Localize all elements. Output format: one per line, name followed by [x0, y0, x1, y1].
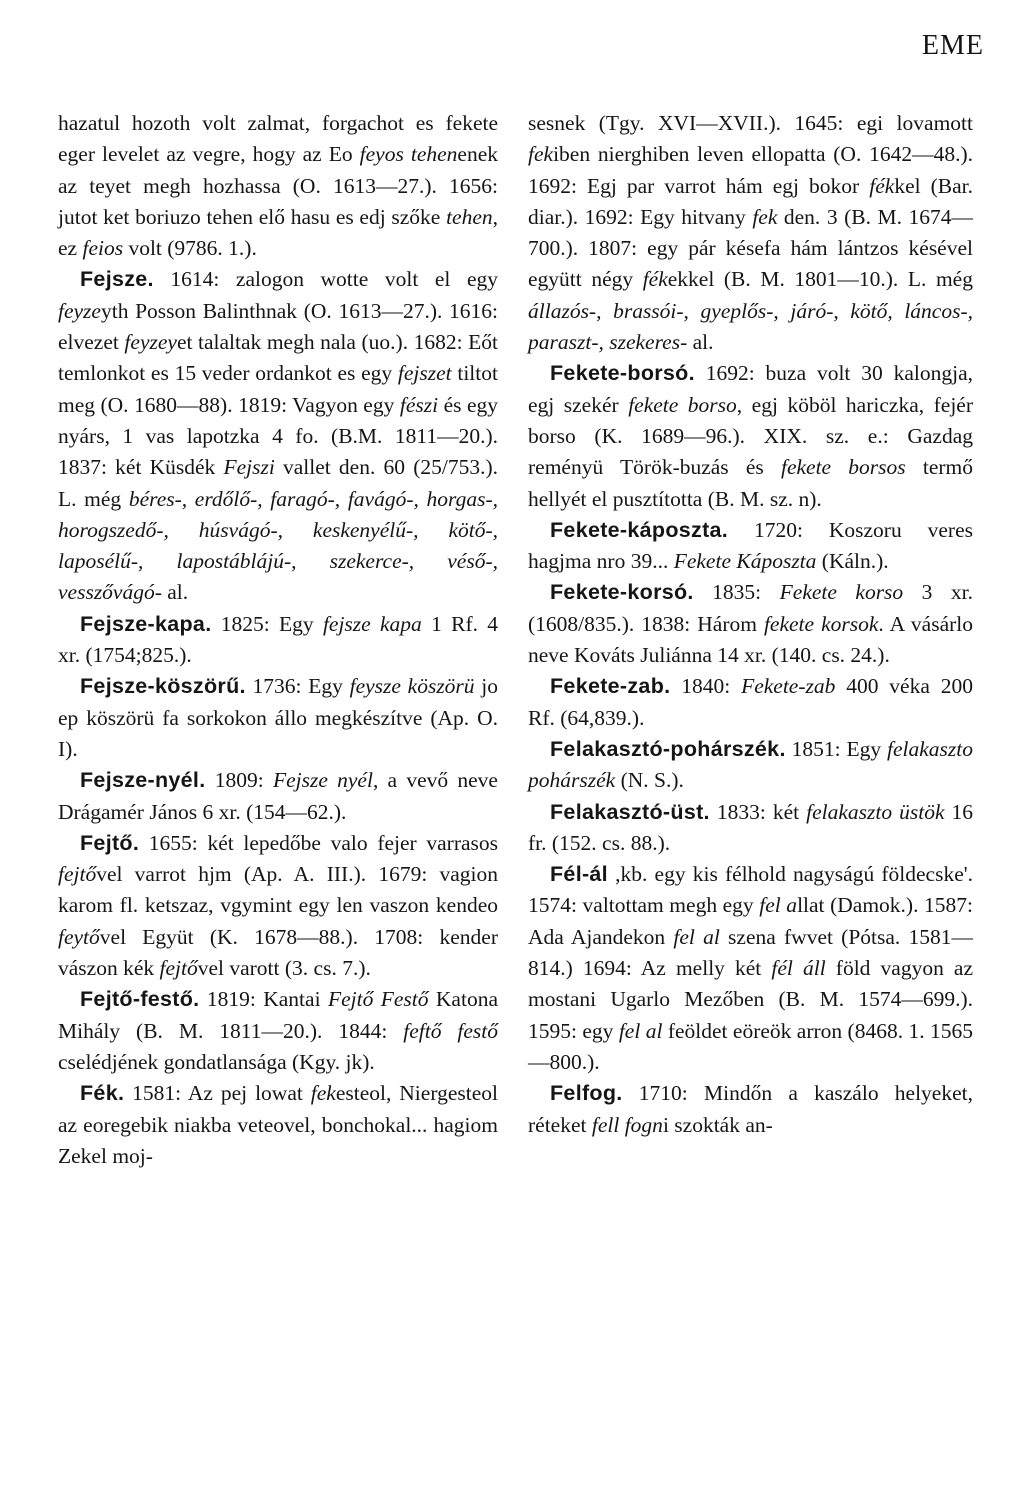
entry-fejto	[58, 828, 498, 984]
headword: Fekete-káposzta.	[550, 517, 729, 542]
italic-form: fék	[642, 267, 668, 292]
headword: Fék.	[80, 1081, 125, 1106]
italic-form: fekete korsok	[763, 611, 879, 636]
entry-text: yth Posson Balinthnak (O. 1613—27.). 1616: elvezet	[58, 298, 498, 355]
right-column	[528, 108, 973, 1141]
running-head: EME	[921, 30, 984, 61]
entry-fekete-kaposzta	[528, 515, 973, 578]
entry-text: esteol, Niergesteol az eoregebik niakba veteovel, bonchokal... hagiom Zekel moj-	[58, 1081, 498, 1168]
entry-text: den. 3 (B. M. 1674—700.). 1807: egy pár késefa hám lántzos késével együtt négy	[528, 204, 973, 292]
italic-form: fel al	[618, 1018, 663, 1043]
entry-text: feöldet eöreök arron (8468. 1. 1565—800.).	[528, 1018, 973, 1074]
entry-text: , a vevő neve Drágamér János 6 xr. (154—62.).	[58, 768, 498, 824]
entry-text: vallet den. 60 (25/753.). L. még	[58, 455, 498, 511]
entry-text: termő hellyét el pusztította (B. M. sz. n).	[528, 455, 973, 511]
italic-form: Fekete korso	[779, 580, 904, 605]
italic-form: feftő festő	[403, 1018, 498, 1043]
entry-text: 1819: Kantai	[199, 987, 328, 1012]
headword: Fejsze-kapa.	[80, 611, 212, 636]
entry-fejsze-koszoru	[58, 671, 498, 765]
italic-form: Fekete Káposzta	[673, 549, 817, 574]
entry-text: i szokták an-	[662, 1112, 773, 1137]
entry-fel-al	[528, 859, 973, 1078]
headword: Fejsze-köszörű.	[80, 674, 246, 699]
entry-text: ekkel (B. M. 1801—10.). L. még	[667, 267, 973, 292]
entry-text: vel Együt (K. 1678—88.). 1708: kender vászon kék	[58, 924, 498, 981]
italic-form: fészi	[399, 392, 439, 417]
entry-text: cselédjének gondatlansága (Kgy. jk).	[58, 1049, 375, 1074]
italic-form: Fejsze nyél	[272, 768, 373, 793]
italic-form: feyze	[58, 298, 101, 323]
entry-fejto-festo	[58, 984, 498, 1078]
headword: Fejsze.	[80, 267, 154, 292]
italic-form: Fekete-zab	[741, 674, 836, 699]
entry-text: enek az teyet megh hozhassa (O. 1613—27.). 1656: jutot ket boriuzo tehen elő hasu es edj szőke	[58, 142, 498, 229]
entry-text: 1614: zalogon wotte volt el egy	[153, 267, 498, 292]
italic-form: fek	[752, 204, 778, 229]
entry-fejsze-nyel	[58, 765, 498, 828]
headword: Fejsze-nyél.	[80, 768, 206, 793]
entry-text: vel varott (3. cs. 7.).	[197, 956, 371, 981]
entry-felakaszto-poharszek	[528, 734, 973, 797]
headword: Fejtő.	[80, 830, 140, 855]
entry-fekete-borso	[528, 358, 973, 514]
entry-text: 1720: Koszoru veres hagjma nro 39...	[528, 517, 973, 574]
entry-text: 1825: Egy	[211, 611, 323, 636]
headword: Felakasztó-üst.	[550, 799, 710, 824]
entry-text: 16 fr. (152. cs. 88.).	[528, 799, 974, 855]
entry-text: al.	[687, 330, 714, 355]
italic-form: feyos tehen	[359, 142, 458, 167]
entry-text: 1851: Egy	[785, 736, 887, 761]
italic-form: fek	[310, 1081, 336, 1106]
entry-text: iben nierghiben leven ellopatta (O. 1642—48.). 1692: Egj par varrot hám egj bokor	[528, 142, 973, 198]
entry-text: 1809:	[205, 768, 273, 793]
entry-text: jo ep köszörü fa sorkokon állo megkészítve (Ap. O. I).	[58, 674, 499, 761]
italic-form: béres-, erdőlő-, faragó-, favágó-, horgas-, horogszedő-, húsvágó-, keskenyélű-, kötő-, laposélű-, lapostáblájú-, szekerce-, véső-, vesszővágó-	[58, 486, 498, 605]
entry-text: sesnek (Tgy. XVI—XVII.). 1645: egi lovamott	[528, 111, 973, 135]
headword: Fél-ál	[550, 862, 608, 887]
entry-text: vel varrot hjm (Ap. A. III.). 1679: vagion karom fl. ketszaz, vgymint egy len vaszon kendeo	[58, 862, 498, 918]
italic-form: fék	[869, 173, 895, 198]
italic-form: feyzey	[124, 330, 177, 355]
entry-text: 1 Rf. 4 xr. (1754;825.).	[58, 611, 499, 668]
entry-text: (Káln.).	[816, 549, 889, 574]
italic-form: felakaszto üstök	[806, 799, 945, 824]
entry-text: volt (9786. 1.).	[123, 236, 257, 261]
entry-fejsze	[58, 264, 498, 608]
entry-text: 1835:	[693, 580, 780, 605]
italic-form: fél áll	[771, 956, 826, 981]
entry-felakaszto-ust	[528, 797, 973, 860]
entry-cont2	[528, 108, 973, 358]
entry-text: llat (Damok.). 1587: Ada Ajandekon	[528, 893, 973, 949]
headword: Fekete-borsó.	[550, 361, 695, 386]
entry-text: Katona Mihály (B. M. 1811—20.). 1844:	[58, 987, 498, 1043]
italic-form: fejtő	[58, 862, 97, 887]
headword: Fejtő-festő.	[80, 987, 200, 1012]
entry-text: al.	[161, 580, 189, 605]
entry-felfog	[528, 1078, 973, 1141]
italic-form: Fejtő Festő	[327, 987, 429, 1012]
italic-form: tehen	[446, 204, 493, 229]
headword: Felakasztó-pohárszék.	[550, 736, 786, 761]
italic-form: fekete borsos	[780, 455, 906, 480]
italic-form: Fejszi	[223, 455, 275, 480]
entry-text: , egj köböl hariczka, fejér borso (K. 1689—96.). XIX. sz. e.: Gazdag reményü Török-buzás és	[528, 392, 973, 480]
entry-text: föld vagyon az mostani Ugarlo Mezőben (B. M. 1574—699.). 1595: egy	[528, 956, 974, 1043]
italic-form: feios	[82, 236, 124, 261]
entry-text: 1736: Egy	[245, 674, 350, 699]
entry-text: hazatul hozoth volt zalmat, forgachot es fekete eger levelet az vegre, hogy az Eo	[58, 111, 498, 167]
entry-fekete-zab	[528, 671, 973, 734]
entry-text: 400 véka 200 Rf. (64,839.).	[528, 674, 973, 730]
italic-form: feysze köszörü	[349, 674, 475, 699]
italic-form: fejsze kapa	[322, 611, 422, 636]
italic-form: fel al	[673, 924, 720, 949]
entry-text: 3 xr. (1608/835.). 1838: Három	[528, 580, 973, 636]
entry-text: 1840:	[670, 674, 742, 699]
entry-cont	[58, 108, 498, 264]
entry-text: 1692: buza volt 30 kalongja, egj szekér	[528, 361, 973, 417]
entry-text: 1710: Mindőn a kaszálo helyeket, réteket	[528, 1081, 973, 1137]
entry-text: . A vásárlo neve Kováts Juliánna 14 xr. (140. cs. 24.).	[528, 611, 973, 668]
italic-form: állazós-, brassói-, gyeplős-, járó-, kötő, láncos-, paraszt-, szekeres-	[528, 298, 973, 355]
italic-form: felakaszto pohárszék	[528, 736, 973, 793]
italic-form: fejszet	[397, 361, 452, 386]
italic-form: fek	[528, 142, 554, 167]
entry-text: tiltot meg (O. 1680—88). 1819: Vagyon egy	[58, 361, 498, 417]
entry-text: et talaltak megh nala (uo.). 1682: Eőt temlonkot es 15 veder ordankot es egy	[58, 330, 498, 386]
entry-text: 1833: két	[709, 799, 807, 824]
entry-text: 1655: két lepedőbe valo fejer varrasos	[139, 830, 498, 855]
italic-form: fejtő	[159, 956, 198, 981]
italic-form: fell fogn	[591, 1112, 663, 1137]
entry-fekete-korso	[528, 577, 973, 671]
headword: Fekete-korsó.	[550, 580, 694, 605]
entry-fejsze-kapa	[58, 609, 498, 672]
italic-form: fel a	[759, 893, 798, 918]
entry-text: (N. S.).	[615, 768, 684, 793]
entry-text: kel (Bar. diar.). 1692: Egy hitvany	[528, 173, 973, 229]
headword: Felfog.	[550, 1081, 623, 1106]
entry-text: , ez	[58, 204, 498, 261]
headword: Fekete-zab.	[550, 674, 671, 699]
entry-text: ,kb. egy kis félhold nagyságú földecske'. 1574: valtottam megh egy	[528, 862, 973, 918]
italic-form: feytő	[58, 924, 100, 949]
entry-text: 1581: Az pej lowat	[124, 1081, 311, 1106]
entry-text: szena fwvet (Pótsa. 1581—814.) 1694: Az melly két	[528, 924, 974, 981]
entry-text: és egy nyárs, 1 vas lapotzka 4 fo. (B.M. 1811—20.). 1837: két Küsdék	[58, 392, 498, 480]
entry-fek	[58, 1078, 498, 1172]
italic-form: fekete borso	[628, 392, 737, 417]
left-column	[58, 108, 498, 1172]
